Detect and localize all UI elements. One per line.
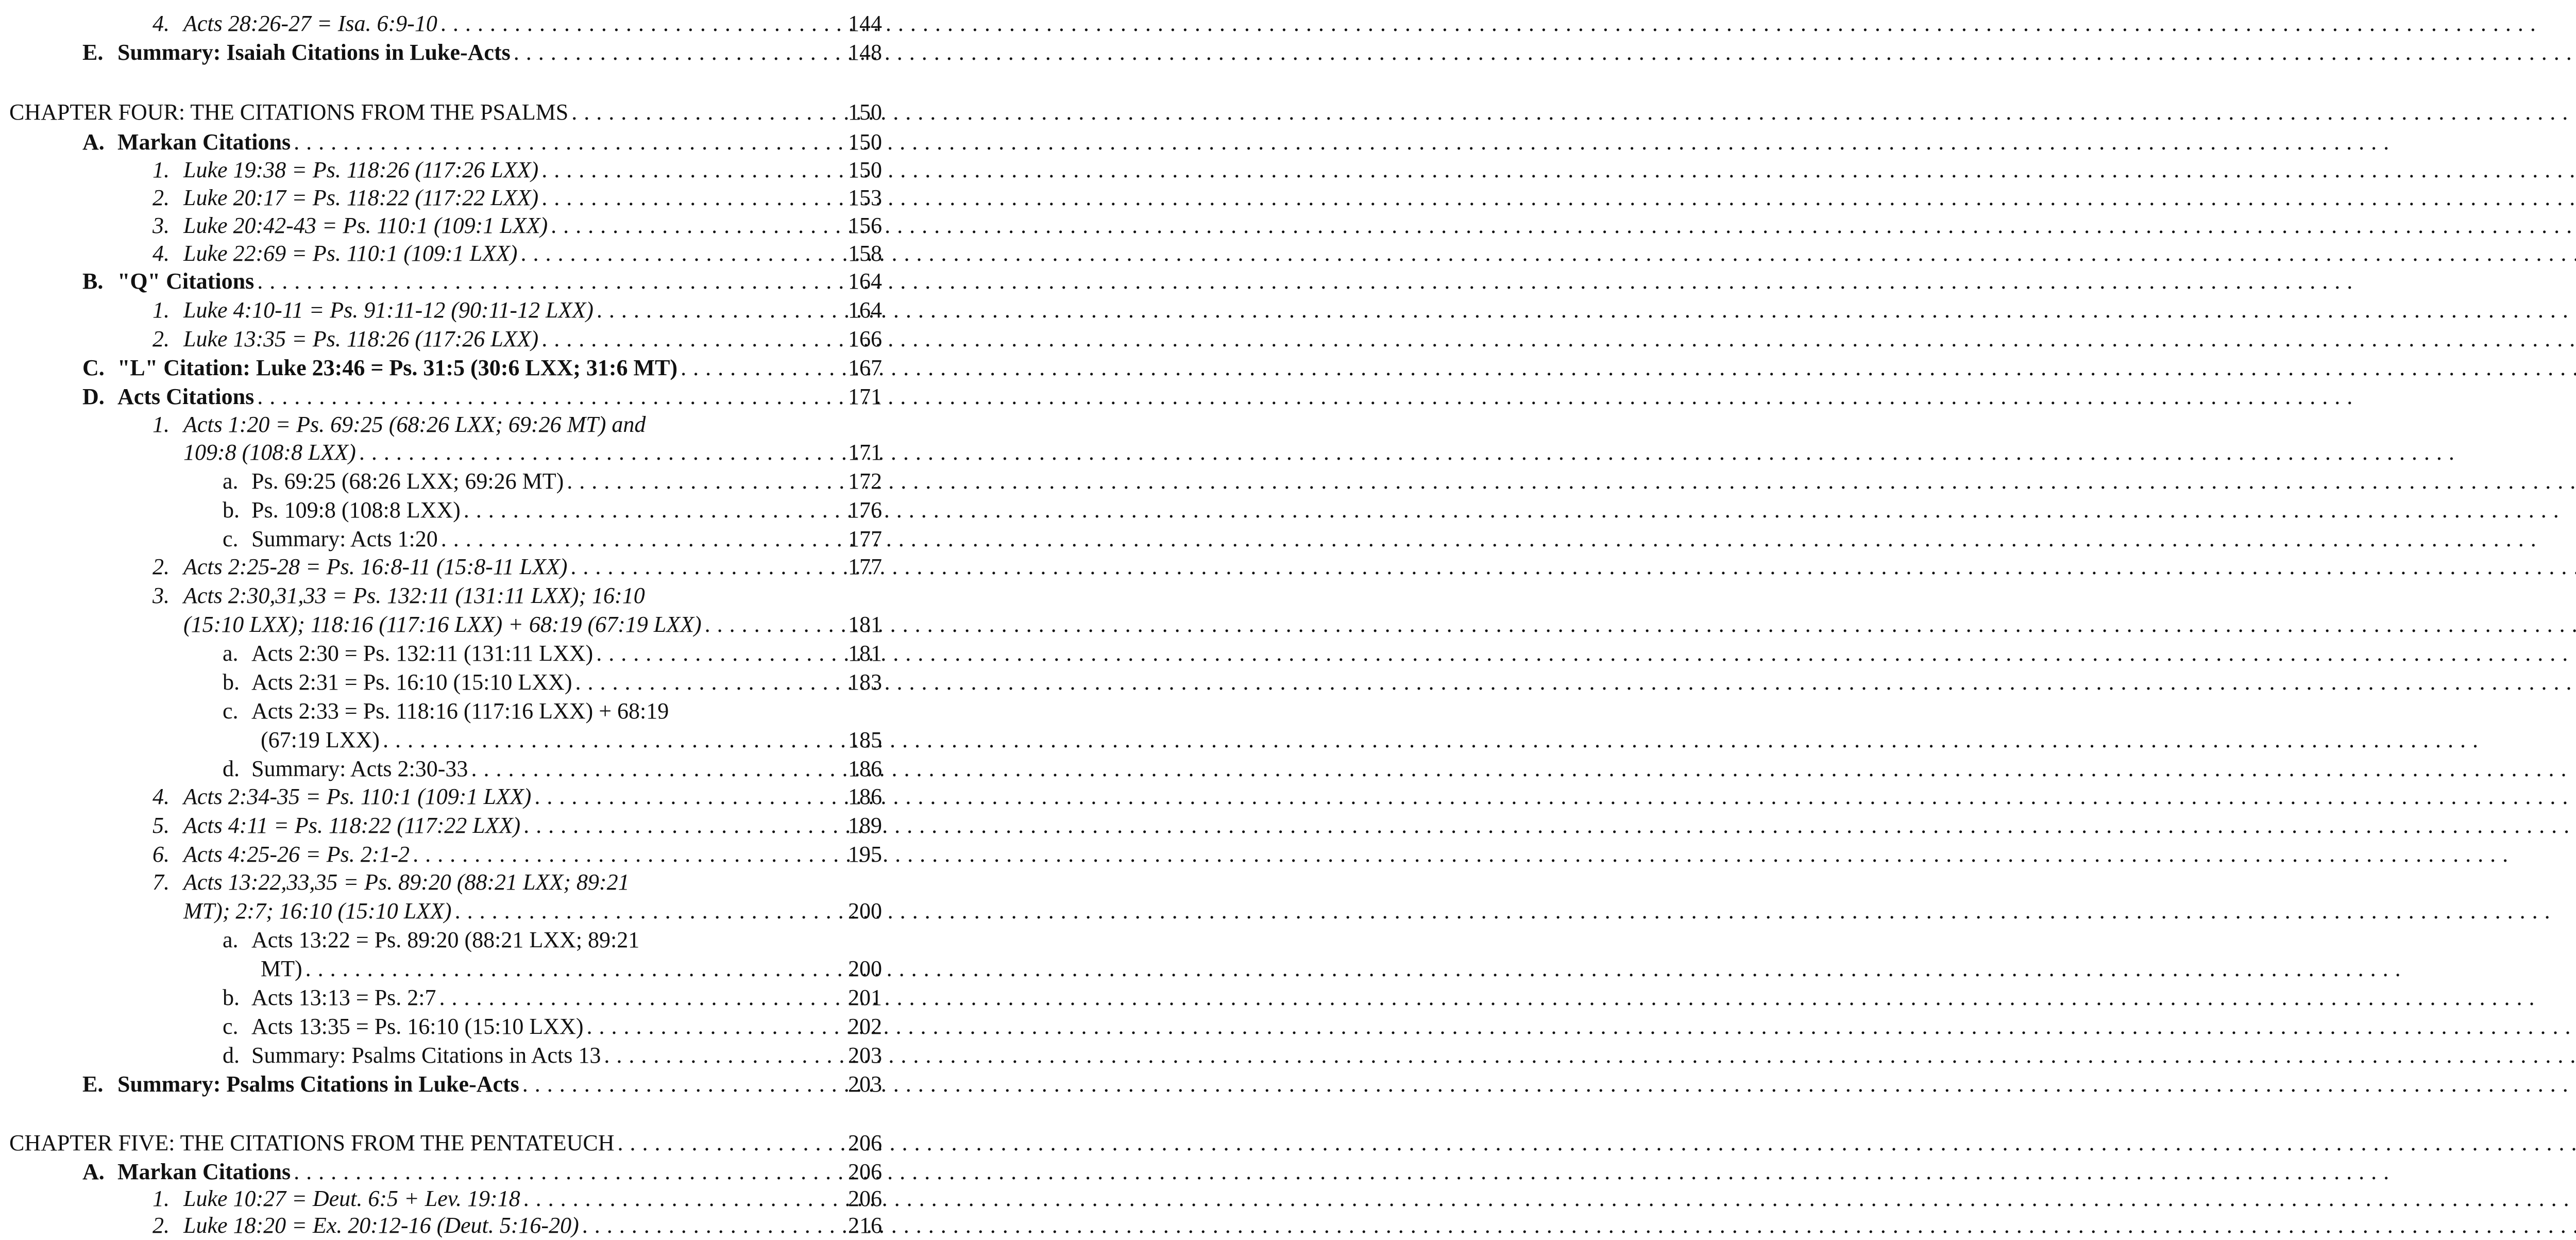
toc-entry-title: "Q" Citations: [117, 269, 255, 294]
toc-entry-first-line: [152, 581, 645, 610]
toc-entry: [152, 811, 882, 840]
toc-entry-page: 177: [848, 554, 882, 579]
toc-entry-marker: 2.: [152, 554, 170, 579]
toc-entry-title: Luke 22:69 = Ps. 110:1 (109:1 LXX): [183, 241, 518, 266]
toc-entry-page: 166: [848, 326, 882, 351]
leader-dots: [514, 38, 842, 67]
toc-entry-title: Acts Citations: [117, 384, 255, 409]
toc-entry-page: 153: [848, 185, 882, 210]
toc-entry-marker: c.: [223, 698, 239, 724]
toc-entry-page: 148: [848, 40, 882, 65]
toc-entry-page: 144: [848, 11, 882, 36]
toc-entry-title: Luke 10:27 = Deut. 6:5 + Lev. 19:18: [183, 1186, 520, 1211]
chapter-title: CHAPTER FOUR: THE CITATIONS FROM THE PSALMS: [9, 99, 569, 125]
leader-dots: [306, 954, 842, 983]
toc-entry: [223, 1012, 882, 1041]
leader-dots: [541, 325, 842, 354]
toc-entry: [183, 610, 882, 639]
leader-dots: [520, 239, 842, 268]
toc-entry-title: Acts 2:30,31,33 = Ps. 132:11 (131:11 LXX); 16:10: [183, 583, 645, 608]
toc-entry-page: 216: [848, 1213, 882, 1238]
toc-entry: [183, 897, 882, 926]
toc-entry: [152, 840, 882, 869]
toc-entry-title-continued: (67:19 LXX): [261, 727, 380, 752]
toc-entry: [223, 1041, 882, 1070]
leader-dots: [294, 128, 842, 157]
toc-entry-title: Acts 13:22,33,35 = Ps. 89:20 (88:21 LXX; 89:21: [183, 869, 630, 895]
toc-entry: [152, 1184, 882, 1213]
toc-entry-page: 150: [848, 99, 882, 125]
toc-entry-page: 183: [848, 669, 882, 695]
toc-entry: [183, 438, 882, 467]
toc-entry-title: Acts 2:33 = Ps. 118:16 (117:16 LXX) + 68:19: [251, 698, 669, 724]
table-of-contents-page: [0, 0, 887, 1238]
leader-dots: [582, 1211, 842, 1240]
toc-entry-title-continued: MT): [261, 956, 302, 981]
toc-entry-page: 203: [848, 1043, 882, 1068]
leader-dots: [567, 467, 842, 496]
toc-entry-page: 201: [848, 985, 882, 1010]
toc-entry-title-continued: (15:10 LXX); 118:16 (117:16 LXX) + 68:19 (67:19 LXX): [183, 612, 702, 637]
toc-entry: [82, 382, 882, 411]
toc-entry-title: Acts 2:25-28 = Ps. 16:8-11 (15:8-11 LXX): [183, 554, 568, 579]
toc-entry-page: 200: [848, 956, 882, 981]
toc-entry: [223, 755, 882, 783]
leader-dots: [586, 1012, 842, 1041]
toc-entry: [152, 325, 882, 354]
toc-entry: [82, 128, 882, 157]
toc-entry: [223, 467, 882, 496]
toc-entry-title-continued: MT); 2:7; 16:10 (15:10 LXX): [183, 898, 452, 924]
toc-entry-title: Acts 13:35 = Ps. 16:10 (15:10 LXX): [251, 1014, 584, 1039]
toc-entry-marker: b.: [223, 497, 240, 523]
toc-entry-page: 203: [848, 1071, 882, 1097]
toc-entry-title: Ps. 109:8 (108:8 LXX): [251, 497, 461, 523]
toc-entry: [152, 239, 882, 268]
toc-entry-marker: 3.: [152, 583, 170, 608]
toc-entry-page: 177: [848, 526, 882, 551]
toc-entry-marker: 4.: [152, 784, 170, 809]
toc-entry-title: Summary: Acts 1:20: [251, 526, 438, 551]
toc-entry-page: 206: [848, 1130, 882, 1155]
leader-dots: [294, 1158, 842, 1186]
toc-entry: [261, 954, 882, 983]
toc-entry-first-line: [223, 926, 639, 954]
toc-entry-marker: E.: [82, 1071, 104, 1097]
toc-entry: [82, 1158, 882, 1186]
toc-entry-marker: A.: [82, 129, 105, 155]
toc-entry-title: Luke 20:17 = Ps. 118:22 (117:22 LXX): [183, 185, 539, 210]
leader-dots: [439, 983, 842, 1012]
toc-entry-marker: 5.: [152, 813, 170, 838]
toc-entry-title: Markan Citations: [117, 129, 291, 155]
toc-entry-marker: 6.: [152, 842, 170, 867]
toc-entry-marker: C.: [82, 355, 105, 380]
toc-entry-title: Luke 20:42-43 = Ps. 110:1 (109:1 LXX): [183, 213, 548, 238]
toc-entry-marker: b.: [223, 669, 240, 695]
leader-dots: [441, 525, 842, 554]
toc-entry-page: 156: [848, 213, 882, 238]
toc-entry-marker: 4.: [152, 241, 170, 266]
leader-dots: [522, 1070, 842, 1099]
leader-dots: [383, 726, 842, 755]
toc-entry-marker: b.: [223, 985, 240, 1010]
toc-entry: [82, 1070, 882, 1099]
toc-entry-page: 164: [848, 297, 882, 323]
toc-entry-title: Acts 4:25-26 = Ps. 2:1-2: [183, 842, 410, 867]
leader-dots: [455, 897, 842, 926]
toc-entry-marker: D.: [82, 384, 105, 409]
toc-entry-marker: 7.: [152, 869, 170, 895]
toc-entry-title: Summary: Acts 2:30-33: [251, 756, 468, 781]
toc-entry-page: 171: [848, 384, 882, 409]
toc-entry-marker: 3.: [152, 213, 170, 238]
toc-entry-marker: d.: [223, 756, 240, 781]
toc-entry-marker: 2.: [152, 185, 170, 210]
toc-entry: [223, 496, 882, 525]
toc-entry-page: 185: [848, 727, 882, 752]
toc-entry-marker: 1.: [152, 1186, 170, 1211]
chapter-title: CHAPTER FIVE: THE CITATIONS FROM THE PENTATEUCH: [9, 1130, 615, 1155]
toc-entry-marker: 4.: [152, 11, 170, 36]
toc-entry-title: Summary: Psalms Citations in Luke-Acts: [117, 1071, 519, 1097]
toc-entry: [152, 552, 882, 581]
leader-dots: [575, 668, 842, 697]
toc-entry-marker: c.: [223, 1014, 239, 1039]
toc-entry-page: 176: [848, 497, 882, 523]
toc-entry-marker: 2.: [152, 326, 170, 351]
leader-dots: [604, 1041, 842, 1070]
toc-entry-page: 186: [848, 756, 882, 781]
toc-entry-title: Luke 18:20 = Ex. 20:12-16 (Deut. 5:16-20): [183, 1213, 579, 1238]
toc-entry-marker: A.: [82, 1159, 105, 1184]
toc-entry-title: Summary: Psalms Citations in Acts 13: [251, 1043, 601, 1068]
leader-dots: [541, 183, 842, 212]
toc-entry: [152, 9, 882, 38]
leader-dots: [359, 438, 842, 467]
toc-entry-page: 189: [848, 813, 882, 838]
toc-entry-title: Acts 28:26-27 = Isa. 6:9-10: [183, 11, 437, 36]
leader-dots: [596, 639, 842, 668]
toc-entry-first-line: [152, 410, 646, 439]
toc-entry-marker: B.: [82, 269, 104, 294]
toc-entry-page: 206: [848, 1186, 882, 1211]
leader-dots: [413, 840, 842, 869]
toc-entry: [223, 525, 882, 554]
toc-entry: [152, 211, 882, 240]
leader-dots: [257, 382, 842, 411]
toc-entry-title: Acts 13:13 = Ps. 2:7: [251, 985, 436, 1010]
toc-entry-first-line: [152, 868, 630, 897]
leader-dots: [551, 211, 842, 240]
toc-entry-first-line: [223, 697, 669, 726]
leader-dots: [570, 552, 842, 581]
toc-entry: [152, 782, 882, 811]
toc-entry: [152, 296, 882, 325]
toc-entry: [82, 38, 882, 67]
leader-dots: [571, 98, 842, 127]
toc-entry: [261, 726, 882, 755]
toc-entry-page: 167: [848, 355, 882, 380]
toc-entry: [152, 1211, 882, 1240]
toc-entry: [223, 668, 882, 697]
toc-entry-page: 200: [848, 898, 882, 924]
leader-dots: [440, 9, 842, 38]
leader-dots: [541, 156, 842, 185]
toc-entry-title: Ps. 69:25 (68:26 LXX; 69:26 MT): [251, 468, 564, 494]
toc-entry-title: Acts 2:34-35 = Ps. 110:1 (109:1 LXX): [183, 784, 532, 809]
toc-entry-marker: 1.: [152, 157, 170, 182]
toc-entry: [82, 267, 882, 296]
toc-entry-title: Acts 4:11 = Ps. 118:22 (117:22 LXX): [183, 813, 521, 838]
toc-entry-page: 150: [848, 157, 882, 182]
leader-dots: [618, 1129, 842, 1158]
toc-entry-marker: a.: [223, 641, 239, 666]
toc-entry-marker: a.: [223, 927, 239, 952]
toc-entry-marker: 1.: [152, 297, 170, 323]
toc-entry-page: 195: [848, 842, 882, 867]
toc-entry-marker: d.: [223, 1043, 240, 1068]
toc-entry-page: 202: [848, 1014, 882, 1039]
toc-entry-page: 181: [848, 612, 882, 637]
chapter-heading: [9, 98, 882, 127]
leader-dots: [597, 296, 842, 325]
leader-dots: [464, 496, 842, 525]
toc-entry-title: Summary: Isaiah Citations in Luke-Acts: [117, 40, 511, 65]
toc-entry-title: Luke 13:35 = Ps. 118:26 (117:26 LXX): [183, 326, 539, 351]
toc-entry-title: Luke 4:10-11 = Ps. 91:11-12 (90:11-12 LXX): [183, 297, 594, 323]
toc-entry-marker: 2.: [152, 1213, 170, 1238]
toc-entry-page: 171: [848, 440, 882, 465]
toc-entry-marker: c.: [223, 526, 239, 551]
toc-entry-page: 158: [848, 241, 882, 266]
toc-entry-title: Acts 1:20 = Ps. 69:25 (68:26 LXX; 69:26 MT) and: [183, 412, 646, 437]
chapter-heading: [9, 1129, 882, 1158]
toc-entry-marker: E.: [82, 40, 104, 65]
leader-dots: [471, 755, 842, 783]
toc-entry-title: Luke 19:38 = Ps. 118:26 (117:26 LXX): [183, 157, 539, 182]
toc-entry-page: 172: [848, 468, 882, 494]
toc-entry-title: "L" Citation: Luke 23:46 = Ps. 31:5 (30:6 LXX; 31:6 MT): [117, 355, 678, 380]
leader-dots: [681, 354, 842, 382]
toc-entry: [223, 639, 882, 668]
toc-entry-marker: 1.: [152, 412, 170, 437]
toc-entry-page: 181: [848, 641, 882, 666]
leader-dots: [257, 267, 842, 296]
toc-entry-title: Acts 13:22 = Ps. 89:20 (88:21 LXX; 89:21: [251, 927, 640, 952]
toc-entry-title: Acts 2:30 = Ps. 132:11 (131:11 LXX): [251, 641, 594, 666]
toc-entry-title: Markan Citations: [117, 1159, 291, 1184]
toc-entry: [152, 156, 882, 185]
leader-dots: [523, 1184, 842, 1213]
toc-entry-marker: a.: [223, 468, 239, 494]
toc-entry: [82, 354, 882, 382]
leader-dots: [523, 811, 842, 840]
leader-dots: [705, 610, 842, 639]
toc-entry: [223, 983, 882, 1012]
toc-entry-page: 186: [848, 784, 882, 809]
leader-dots: [534, 782, 842, 811]
toc-entry-page: 150: [848, 129, 882, 155]
toc-entry-title: Acts 2:31 = Ps. 16:10 (15:10 LXX): [251, 669, 572, 695]
toc-entry: [152, 183, 882, 212]
toc-entry-page: 164: [848, 269, 882, 294]
toc-entry-title-continued: 109:8 (108:8 LXX): [183, 440, 356, 465]
toc-entry-page: 206: [848, 1159, 882, 1184]
